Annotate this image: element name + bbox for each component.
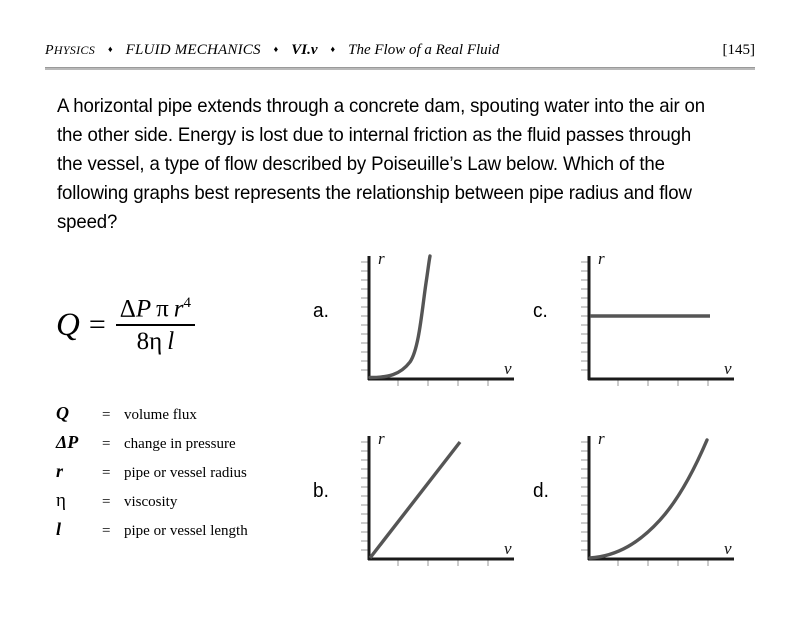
graph-b-minor-y-ticks (361, 442, 368, 550)
legend-row (56, 519, 248, 548)
answer-choice-c[interactable] (528, 248, 743, 403)
question-text: A horizontal pipe extends through a concrete dam, spouting water into the air on the other side. Energy is lost due to internal friction as the fluid passes through the vessel, a type of flow described by Poiseuille’s Law below. Which of the following graphs best represents the relationship between pipe radius and flow speed? (57, 95, 705, 233)
formula-denominator (133, 326, 179, 354)
header-divider (45, 67, 755, 70)
answer-choice-b[interactable] (308, 428, 523, 583)
header-title: The Flow of a Real Fluid (348, 42, 500, 58)
answer-choice-a[interactable] (308, 248, 523, 403)
answer-letter-d: d. (533, 480, 549, 502)
answer-choice-d[interactable] (528, 428, 743, 583)
graph-c-minor-y-ticks (581, 262, 588, 370)
legend-symbol: η (56, 490, 66, 511)
legend-symbol: Q (56, 403, 69, 423)
variable-legend (56, 403, 248, 548)
graph-d-minor-y-ticks (581, 442, 588, 550)
graph-b-x-label: v (504, 539, 512, 558)
graph-c-y-label: r (598, 249, 605, 268)
header-section: FLUID MECHANICS (125, 42, 261, 58)
graph-d-x-label: v (724, 539, 732, 558)
formula-numerator (116, 296, 195, 324)
header-subject-rest: HYSICS (53, 43, 95, 57)
legend-symbol: l (56, 519, 62, 539)
legend-description: change in pressure (124, 436, 236, 452)
graph-a-minor-y-ticks (361, 262, 368, 370)
graph-b-plot (354, 428, 523, 583)
graph-b-y-label: r (378, 429, 385, 448)
graph-a-plot (354, 248, 523, 403)
legend-equals: = (102, 436, 111, 452)
legend-equals: = (102, 407, 111, 423)
formula-eta: η (149, 328, 163, 356)
formula-equals: = (88, 308, 106, 342)
legend-equals: = (102, 523, 111, 539)
legend-description: volume flux (124, 407, 197, 423)
formula-P: P (135, 295, 152, 323)
graph-a-curve (370, 256, 430, 378)
legend-symbol: r (56, 461, 64, 481)
formula-r: r (173, 295, 184, 323)
graph-d-plot (574, 428, 743, 583)
legend-equals: = (102, 494, 111, 510)
page-header (45, 42, 755, 66)
graph-c-x-label: v (724, 359, 732, 378)
legend-description: viscosity (124, 494, 178, 510)
header-subject (45, 43, 95, 59)
answer-letter-c: c. (533, 300, 548, 322)
legend-description: pipe or vessel radius (124, 465, 247, 481)
legend-row (56, 432, 248, 461)
legend-row (56, 403, 248, 432)
graph-c-plot (574, 248, 743, 403)
legend-row (56, 461, 248, 490)
formula-pi: π (156, 295, 169, 323)
legend-symbol: ΔP (56, 432, 79, 452)
answer-letter-b: b. (313, 480, 329, 502)
legend-equals: = (102, 465, 111, 481)
graph-a-y-label: r (378, 249, 385, 268)
graph-d-curve (590, 440, 707, 558)
header-section-number: VI.v (291, 42, 318, 58)
formula-delta: Δ (119, 295, 136, 323)
answer-letter-a: a. (313, 300, 329, 322)
header-subject-initial: P (45, 43, 54, 58)
graph-d-y-label: r (598, 429, 605, 448)
header-diamond-icon-3: ♦ (330, 44, 336, 54)
page-number: [145] (722, 42, 755, 58)
legend-row (56, 490, 248, 519)
graph-b-curve (370, 442, 460, 558)
formula-lhs: Q (56, 306, 80, 343)
formula-eight: 8 (136, 328, 150, 356)
formula-l: l (167, 328, 175, 356)
header-diamond-icon-1: ♦ (108, 44, 113, 54)
header-diamond-icon-2: ♦ (273, 44, 279, 54)
poiseuille-law-formula (56, 296, 195, 354)
formula-fraction (116, 296, 195, 354)
graph-a-x-label: v (504, 359, 512, 378)
legend-description: pipe or vessel length (124, 523, 248, 539)
formula-exponent: 4 (183, 295, 192, 311)
